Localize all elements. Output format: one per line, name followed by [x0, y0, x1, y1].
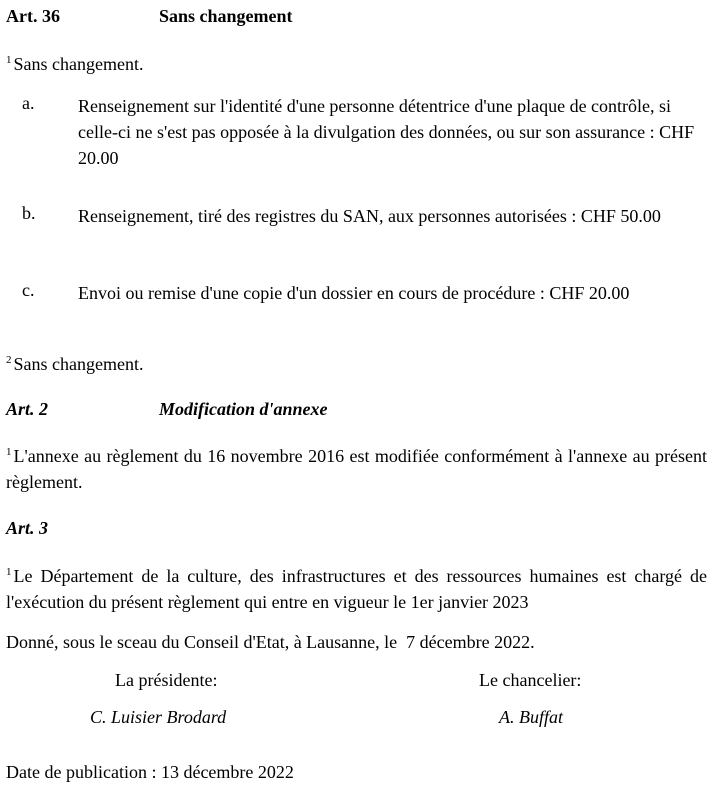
- signature-left-role: La présidente:: [115, 670, 218, 690]
- item-text: Renseignement, tiré des registres du SAN, aux personnes autorisées : CHF 50.00: [78, 206, 661, 226]
- item-letter: c.: [22, 280, 35, 300]
- item-letter: b.: [22, 203, 36, 223]
- paragraph-text: L'annexe au règlement du 16 novembre 2016 est modifiée conformément à l'annexe au présent règlement.: [6, 446, 707, 492]
- paragraph-number: 2: [6, 354, 12, 366]
- art36-paragraph-2: [6, 354, 143, 375]
- publication-date: Date de publication : 13 décembre 2022: [6, 762, 294, 782]
- art2-paragraph-1: [6, 443, 707, 495]
- item-text: Envoi ou remise d'une copie d'un dossier en cours de procédure : CHF 20.00: [78, 283, 630, 303]
- given-statement: Donné, sous le sceau du Conseil d'Etat, à Lausanne, le 7 décembre 2022.: [6, 632, 535, 652]
- art2-number: Art. 2: [6, 399, 49, 419]
- art3-number: Art. 3: [6, 518, 49, 538]
- art36-title: Sans changement: [159, 6, 293, 26]
- item-letter: a.: [22, 93, 35, 113]
- signature-right-role: Le chancelier:: [479, 670, 582, 690]
- art36-paragraph-1: [6, 54, 143, 75]
- paragraph-number: 1: [6, 566, 12, 578]
- paragraph-text: Sans changement.: [13, 54, 144, 74]
- item-text: Renseignement sur l'identité d'une personne détentrice d'une plaque de contrôle, si celle-ci ne s'est pas opposée à la divulgation des données, ou sur son assurance : CHF 20.00: [78, 96, 695, 168]
- paragraph-text: Le Département de la culture, des infrastructures et des ressources humaines est chargé de l'exécution du présent règlement qui entre en vigueur le 1er janvier 2023: [6, 566, 707, 612]
- art2-title: Modification d'annexe: [159, 399, 328, 419]
- art36-number: Art. 36: [6, 6, 60, 26]
- signature-left-name: C. Luisier Brodard: [90, 707, 227, 727]
- art3-paragraph-1: [6, 563, 707, 615]
- signature-right-name: A. Buffat: [499, 707, 563, 727]
- paragraph-number: 1: [6, 446, 12, 458]
- paragraph-number: 1: [6, 54, 12, 66]
- paragraph-text: Sans changement.: [13, 354, 144, 374]
